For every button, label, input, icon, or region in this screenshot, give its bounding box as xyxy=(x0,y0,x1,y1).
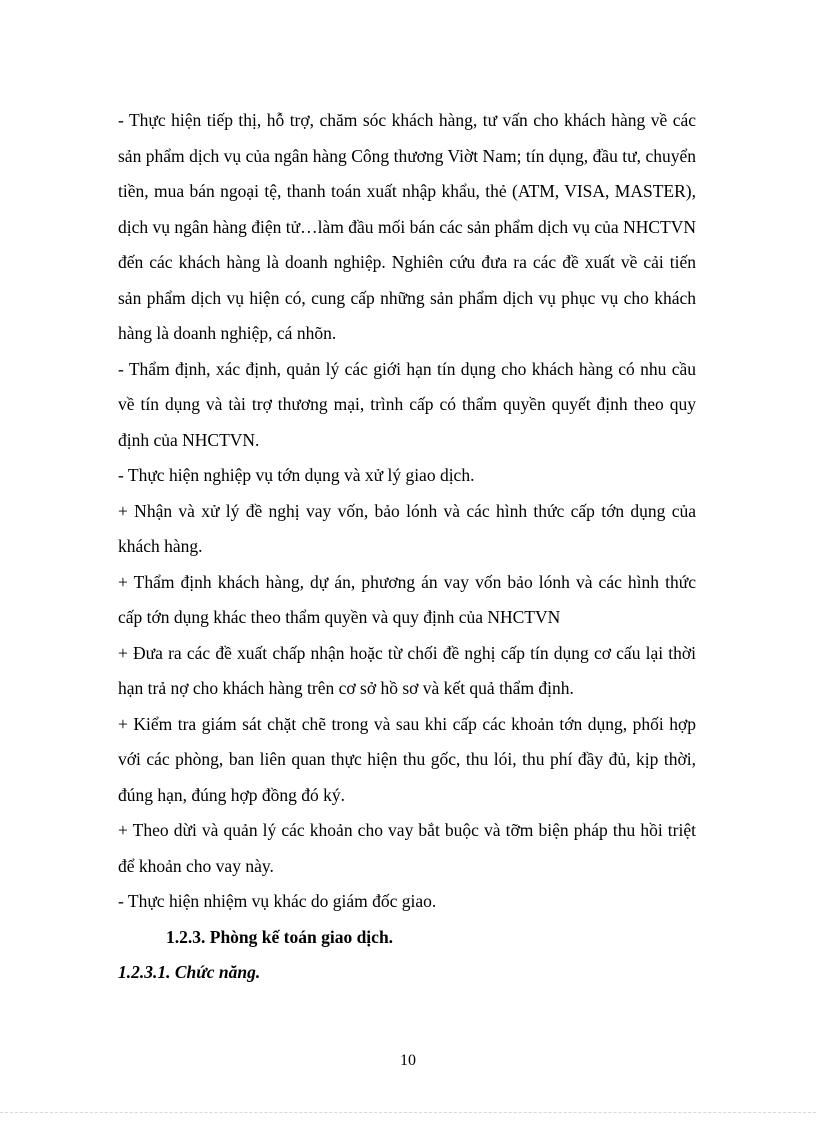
page-body xyxy=(118,103,696,991)
paragraph-loan-monitoring: + Theo dừi và quản lý các khoản cho vay bắt buộc và tỡm biện pháp thu hồi triệt để khoản cho vay này. xyxy=(118,820,696,876)
page-number: 10 xyxy=(400,1052,416,1069)
paragraph-other-duties: - Thực hiện nhiệm vụ khác do giám đốc giao. xyxy=(118,891,437,911)
paragraph-customer-appraisal: + Thẩm định khách hàng, dự án, phương án vay vốn bảo lónh và các hình thức cấp tớn dụng khác theo thẩm quyền và quy định của NHCTVN xyxy=(118,571,696,627)
paragraph-marketing-duties: - Thực hiện tiếp thị, hỗ trợ, chăm sóc khách hàng, tư vấn cho khách hàng về các sản phẩm dịch vụ của ngân hàng Công thương Viờt Nam; tín dụng, đầu tư, chuyển tiền, mua bán ngoại tệ, thanh toán xuất nhập khẩu, thẻ (ATM, VISA, MASTER), dịch vụ ngân hàng điện tử…làm đầu mối bán các sản phẩm dịch vụ của NHCTVN đến các khách hàng là doanh nghiệp. Nghiên cứu đưa ra các đề xuất về cải tiến sản phẩm dịch vụ hiện có, cung cấp những sản phẩm dịch vụ phục vụ cho khách hàng là doanh nghiệp, cá nhõn. xyxy=(118,110,696,343)
paragraph-credit-proposals: + Đưa ra các đề xuất chấp nhận hoặc từ chối đề nghị cấp tín dụng cơ cấu lại thời hạn trả nợ cho khách hàng trên cơ sở hồ sơ và kết quả thẩm định. xyxy=(118,642,696,698)
paragraph-loan-requests: + Nhận và xử lý đề nghị vay vốn, bảo lónh và các hình thức cấp tớn dụng của khách hàng. xyxy=(118,500,696,556)
section-heading: 1.2.3. Phòng kế toán giao dịch. xyxy=(166,926,394,947)
paragraph-credit-supervision: + Kiểm tra giám sát chặt chẽ trong và sau khi cấp các khoản tớn dụng, phối hợp với các phòng, ban liên quan thực hiện thu gốc, thu lói, thu phí đầy đủ, kịp thời, đúng hạn, đúng hợp đồng đó ký. xyxy=(118,713,696,805)
page-bottom-divider xyxy=(0,1112,816,1113)
subsection-heading: 1.2.3.1. Chức năng. xyxy=(118,962,261,982)
paragraph-credit-appraisal: - Thẩm định, xác định, quản lý các giới hạn tín dụng cho khách hàng có nhu cầu về tín dụng và tài trợ thương mại, trình cấp có thẩm quyền quyết định theo quy định của NHCTVN. xyxy=(118,358,696,450)
paragraph-credit-operations: - Thực hiện nghiệp vụ tớn dụng và xử lý giao dịch. xyxy=(118,465,475,485)
